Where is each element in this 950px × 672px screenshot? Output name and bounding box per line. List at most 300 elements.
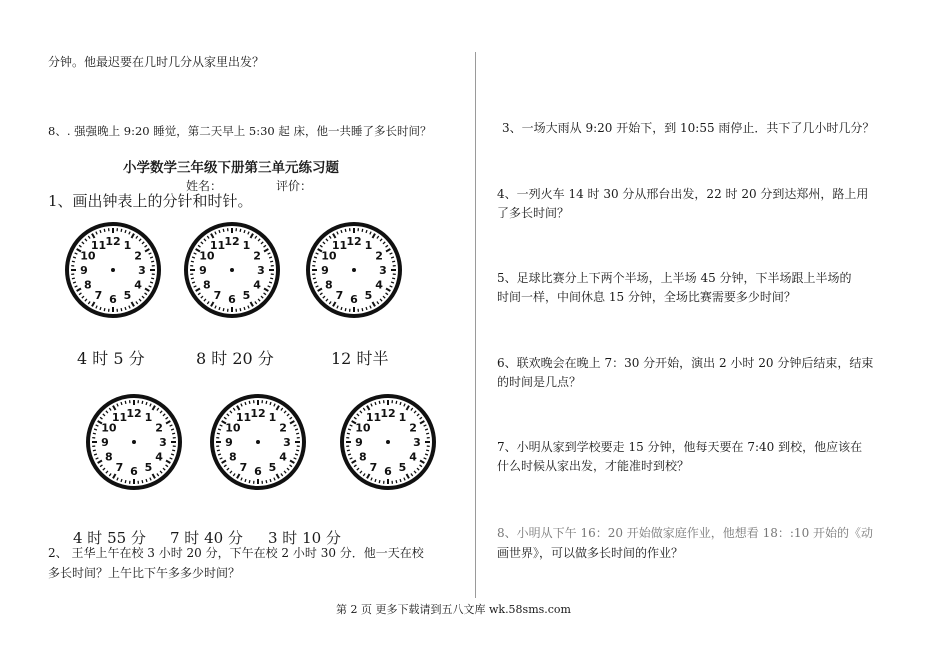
clock-tick	[218, 429, 221, 430]
clock-number: 12	[224, 235, 240, 248]
clock-tick	[329, 302, 331, 304]
clock-number: 10	[199, 249, 215, 263]
clock-tick	[230, 471, 232, 473]
clock-number: 5	[144, 461, 153, 475]
clock-tick	[424, 425, 427, 426]
clock-tick	[96, 458, 99, 459]
clock-tick	[93, 433, 96, 434]
clock-tick	[136, 302, 138, 304]
clock-tick	[244, 307, 245, 310]
question-8-prefix: 8、小明从下午 16：20 开始做家庭作业，他想看 18：:10 开始的《动	[497, 526, 874, 540]
clock-tick	[113, 474, 116, 478]
clock-number: 7	[213, 289, 222, 303]
clock-tick	[380, 299, 382, 301]
question-4-line2: 了多长时间？	[497, 206, 570, 220]
clock-tick	[220, 425, 223, 426]
clock-tick	[316, 286, 319, 287]
clock-tick	[333, 234, 336, 238]
clock-tick	[323, 296, 325, 298]
clock-number: 2	[279, 421, 287, 435]
clock-number: 3	[379, 264, 387, 277]
clock-label: 3 时 10 分	[268, 529, 341, 547]
clock-tick	[166, 421, 170, 424]
clock-tick	[211, 234, 214, 238]
clock-tick	[113, 406, 116, 410]
clock-tick	[227, 468, 229, 470]
clock-number: 3	[257, 264, 265, 277]
clock-tick	[129, 306, 130, 309]
clock-tick	[211, 302, 214, 306]
clock-number: 2	[409, 421, 417, 435]
clock-tick	[125, 480, 126, 483]
clock-tick	[96, 232, 97, 235]
clock-tick	[117, 478, 118, 481]
clock-tick	[240, 229, 241, 232]
clock-tick	[318, 289, 322, 292]
clock-tick	[367, 474, 370, 478]
clock-tick	[425, 454, 428, 455]
clock-tick	[314, 257, 317, 258]
clock-center-dot	[352, 268, 356, 272]
clock-number: 3	[159, 436, 167, 449]
clock-tick	[125, 230, 126, 233]
clock-tick	[284, 471, 286, 473]
clock-tick	[251, 234, 254, 238]
clock-tick	[290, 417, 292, 419]
clock-tick	[207, 236, 209, 238]
clock-tick	[313, 261, 316, 262]
clock-tick	[354, 417, 356, 419]
clock-tick	[149, 286, 152, 287]
clock-tick	[241, 478, 242, 481]
clock-tick	[375, 402, 376, 405]
clock-tick	[392, 261, 395, 262]
clock-tick	[220, 458, 223, 459]
clock-tick	[350, 425, 353, 426]
clock-center-dot	[132, 440, 136, 444]
page-footer: 第 2 页 更多下载请到五八文库 wk.58sms.com	[336, 603, 571, 616]
clock-tick	[341, 230, 342, 233]
clock-tick	[218, 454, 221, 455]
clock-number: 1	[364, 238, 373, 252]
clock-tick	[117, 404, 118, 407]
clock-tick	[264, 249, 268, 252]
clock-number: 12	[126, 407, 142, 420]
clock-tick	[145, 245, 147, 247]
question-3: 3、一场大雨从 9:20 开始下，到 10:55 雨停止．共下了几小时几分？	[502, 121, 875, 135]
clock-tick	[426, 450, 429, 451]
clock-tick	[264, 245, 266, 247]
clock-tick	[268, 286, 271, 287]
clock-tick	[386, 293, 388, 295]
clock-tick	[261, 242, 263, 244]
clock-tick	[72, 261, 75, 262]
clock-label: 8 时 20 分	[196, 349, 274, 368]
clock-tick	[106, 411, 108, 413]
clock-number: 10	[80, 249, 96, 263]
clock-tick	[163, 468, 165, 470]
clock-tick	[192, 257, 195, 258]
clock-tick	[233, 474, 235, 476]
clock-tick	[295, 429, 298, 430]
clock-tick	[391, 282, 394, 283]
clock-tick	[264, 289, 268, 292]
clock-tick	[244, 230, 245, 233]
clock-tick	[326, 239, 328, 241]
clock-number: 8	[229, 450, 237, 464]
clock-tick	[380, 239, 382, 241]
clock-tick	[145, 249, 149, 252]
clock-tick	[153, 406, 156, 410]
clock-tick	[198, 245, 200, 247]
clock-tick	[362, 229, 363, 232]
clock-tick	[191, 278, 194, 279]
clock-tick	[217, 450, 220, 451]
clock-tick	[98, 461, 102, 464]
clock-tick	[370, 232, 371, 235]
clock-number: 10	[321, 249, 337, 263]
clock-tick	[171, 454, 174, 455]
clock-number: 6	[109, 293, 117, 306]
clock-tick	[377, 302, 379, 304]
clock-number: 5	[123, 289, 132, 303]
clock-tick	[354, 465, 356, 467]
clock-tick	[345, 308, 346, 311]
clock-tick	[150, 282, 153, 283]
clock-face	[208, 392, 308, 492]
clock-tick	[290, 465, 292, 467]
clock-tick	[281, 474, 283, 476]
clock-label: 4 时 5 分	[77, 349, 145, 368]
clock-tick	[391, 257, 394, 258]
clock-tick	[261, 296, 263, 298]
clock-tick	[417, 468, 419, 470]
clock-tick	[157, 474, 159, 476]
clock-tick	[383, 242, 385, 244]
clock-number: 2	[375, 249, 383, 263]
clock-tick	[424, 458, 427, 459]
clock-tick	[370, 306, 371, 309]
clock-number: 5	[268, 461, 277, 475]
question-7-line2: 什么时候从家出发，才能准时到校？	[497, 459, 690, 473]
clock-tick	[146, 479, 147, 482]
clock-tick	[215, 232, 216, 235]
clock-tick	[88, 302, 90, 304]
clock-tick	[219, 230, 220, 233]
clock-tick	[222, 461, 226, 464]
clock-tick	[207, 302, 209, 304]
clock-tick	[420, 461, 424, 464]
clock-tick	[160, 411, 162, 413]
clock-number: 6	[384, 465, 392, 478]
clock-tick	[352, 461, 356, 464]
left-question-8: 8、. 强强晚上 9:20 睡觉，第二天早上 5:30 起 床，他一共睡了多长时间？	[48, 124, 432, 138]
clock-tick	[386, 289, 390, 292]
clock-tick	[411, 408, 413, 410]
clock-tick	[316, 253, 319, 254]
clock-number: 7	[335, 289, 344, 303]
clock-tick	[345, 229, 346, 232]
clock-tick	[103, 468, 105, 470]
clock-tick	[287, 468, 289, 470]
clock-tick	[270, 479, 271, 482]
clock-number: 10	[101, 421, 117, 435]
clock-tick	[241, 404, 242, 407]
clock-tick	[150, 478, 151, 481]
name-label: 姓名：	[186, 179, 223, 193]
clock-tick	[93, 450, 96, 451]
clock-tick	[204, 239, 206, 241]
clock-tick	[258, 239, 260, 241]
clock-number: 2	[134, 249, 142, 263]
clock-tick	[172, 450, 175, 451]
clock-tick	[313, 278, 316, 279]
clock-number: 11	[331, 238, 348, 252]
clock-tick	[379, 401, 380, 404]
question-2-line1: 2、 王华上午在校 3 小时 20 分，下午在校 2 小时 30 分．他一天在校	[48, 546, 424, 560]
clock-number: 9	[225, 436, 233, 449]
clock-tick	[201, 242, 203, 244]
left-line-continuation: 分钟。他最迟要在几时几分从家里出发？	[48, 55, 265, 69]
clock-tick	[392, 278, 395, 279]
clock-tick	[171, 429, 174, 430]
clock-tick	[166, 465, 168, 467]
clock-tick	[100, 230, 101, 233]
clock-tick	[347, 450, 350, 451]
clock-tick	[170, 458, 173, 459]
clock-tick	[255, 236, 257, 238]
clock-number: 11	[90, 238, 107, 252]
clock-tick	[320, 293, 322, 295]
clock-tick	[142, 401, 143, 404]
clock-tick	[157, 408, 159, 410]
clock-tick	[163, 414, 165, 416]
clock-tick	[258, 299, 260, 301]
clock-tick	[227, 414, 229, 416]
clock-tick	[268, 253, 271, 254]
question-4-line1: 4、一列火车 14 时 30 分从邢台出发，22 时 20 分到达郑州，路上用	[497, 187, 869, 201]
clock-number: 4	[155, 450, 163, 464]
clock-tick	[230, 411, 232, 413]
clock-number: 4	[375, 278, 383, 292]
clock-number: 8	[203, 278, 211, 292]
clock-tick	[204, 299, 206, 301]
clock-tick	[170, 425, 173, 426]
clock-tick	[125, 401, 126, 404]
clock-tick	[233, 408, 235, 410]
clock-tick	[269, 282, 272, 283]
clock-tick	[277, 406, 280, 410]
clock-tick	[166, 417, 168, 419]
clock-number: 11	[235, 410, 252, 424]
clock-tick	[407, 406, 410, 410]
clock-number: 4	[279, 450, 287, 464]
clock-tick	[373, 302, 376, 306]
clock-tick	[367, 406, 370, 410]
clock-tick	[379, 480, 380, 483]
clock-number: 7	[369, 461, 378, 475]
clock-tick	[96, 306, 97, 309]
clock-tick	[295, 454, 298, 455]
clock-tick	[314, 282, 317, 283]
clock-tick	[85, 299, 87, 301]
clock-center-dot	[230, 268, 234, 272]
clock-number: 3	[413, 436, 421, 449]
clock-tick	[350, 458, 353, 459]
clock-number: 1	[123, 238, 132, 252]
clock-tick	[79, 245, 81, 247]
clock-tick	[274, 478, 275, 481]
clock-number: 11	[209, 238, 226, 252]
clock-tick	[360, 411, 362, 413]
clock-number: 8	[105, 450, 113, 464]
clock-tick	[109, 408, 111, 410]
clock-tick	[121, 402, 122, 405]
clock-tick	[363, 408, 365, 410]
question-8-line2: 画世界》，可以做多长时间的作业？	[497, 546, 684, 560]
clock-number: 11	[365, 410, 382, 424]
clock-number: 4	[253, 278, 261, 292]
clock-tick	[142, 480, 143, 483]
clock-number: 8	[84, 278, 92, 292]
clock-tick	[320, 245, 322, 247]
clock-tick	[75, 253, 78, 254]
clock-label: 7 时 40 分	[170, 529, 243, 547]
clock-tick	[249, 401, 250, 404]
clock-number: 12	[346, 235, 362, 248]
clock-number: 7	[94, 289, 103, 303]
clock-tick	[139, 299, 141, 301]
clock-tick	[341, 307, 342, 310]
clock-tick	[150, 404, 151, 407]
clock-tick	[347, 433, 350, 434]
clock-face	[84, 392, 184, 492]
clock-tick	[248, 306, 249, 309]
clock-number: 2	[155, 421, 163, 435]
question-8-line1	[497, 525, 873, 541]
clock-tick	[121, 229, 122, 232]
clock-tick	[348, 454, 351, 455]
clock-number: 12	[250, 407, 266, 420]
clock-tick	[142, 242, 144, 244]
clock-number: 5	[364, 289, 373, 303]
clock-tick	[383, 296, 385, 298]
clock-tick	[366, 307, 367, 310]
question-5-line2: 时间一样，中间休息 15 分钟，全场比赛需要多少时间？	[497, 290, 796, 304]
clock-tick	[166, 461, 170, 464]
clock-tick	[390, 286, 393, 287]
clock-label: 4 时 55 分	[73, 529, 146, 547]
clock-center-dot	[111, 268, 115, 272]
clock-tick	[407, 474, 410, 478]
clock-tick	[294, 458, 297, 459]
clock-tick	[377, 236, 379, 238]
clock-tick	[92, 302, 95, 306]
clock-tick	[294, 425, 297, 426]
clock-tick	[266, 480, 267, 483]
clock-face	[338, 392, 438, 492]
column-divider	[475, 52, 476, 598]
clock-tick	[149, 253, 152, 254]
clock-tick	[85, 239, 87, 241]
clock-number: 9	[199, 264, 207, 277]
clock-tick	[426, 433, 429, 434]
clock-tick	[194, 286, 197, 287]
clock-tick	[375, 479, 376, 482]
score-label: 评价：	[276, 179, 313, 193]
clock-tick	[92, 234, 95, 238]
clock-tick	[109, 474, 111, 476]
clock-tick	[82, 242, 84, 244]
clock-tick	[251, 302, 254, 306]
clock-number: 6	[130, 465, 138, 478]
clock-tick	[142, 296, 144, 298]
clock-tick	[366, 230, 367, 233]
clock-tick	[400, 402, 401, 405]
clock-tick	[136, 236, 138, 238]
clock-tick	[329, 236, 331, 238]
clock-tick	[215, 306, 216, 309]
clock-tick	[396, 480, 397, 483]
clock-tick	[360, 471, 362, 473]
clock-tick	[75, 286, 78, 287]
clock-tick	[201, 296, 203, 298]
clock-tick	[266, 401, 267, 404]
clock-tick	[337, 232, 338, 235]
clock-number: 2	[253, 249, 261, 263]
clock-tick	[94, 454, 97, 455]
clock-tick	[160, 471, 162, 473]
clock-number: 3	[283, 436, 291, 449]
clock-face	[63, 220, 163, 320]
clock-tick	[337, 306, 338, 309]
clock-number: 1	[398, 410, 407, 424]
question-6-line1: 6、联欢晚会在晚上 7：30 分开始，演出 2 小时 20 分钟后结束，结束	[497, 356, 874, 370]
clock-tick	[277, 474, 280, 478]
clock-tick	[121, 479, 122, 482]
clock-tick	[132, 234, 135, 238]
clock-tick	[270, 261, 273, 262]
clock-number: 9	[80, 264, 88, 277]
clock-tick	[420, 421, 424, 424]
question-1: 1、画出钟表上的分针和时针。	[48, 192, 253, 210]
clock-tick	[73, 282, 76, 283]
clock-number: 4	[134, 278, 142, 292]
clock-number: 1	[242, 238, 251, 252]
clock-tick	[106, 471, 108, 473]
clock-number: 6	[228, 293, 236, 306]
clock-tick	[290, 421, 294, 424]
clock-tick	[264, 293, 266, 295]
clock-number: 5	[398, 461, 407, 475]
clock-tick	[100, 417, 102, 419]
clock-tick	[146, 402, 147, 405]
clock-tick	[104, 229, 105, 232]
clock-tick	[100, 465, 102, 467]
clock-tick	[357, 414, 359, 416]
clock-tick	[357, 468, 359, 470]
clock-tick	[333, 302, 336, 306]
clock-number: 11	[111, 410, 128, 424]
clock-tick	[73, 257, 76, 258]
clock-tick	[94, 429, 97, 430]
clock-tick	[296, 450, 299, 451]
clock-tick	[326, 299, 328, 301]
clock-tick	[284, 411, 286, 413]
clock-tick	[223, 229, 224, 232]
clock-number: 6	[254, 465, 262, 478]
question-6-line2: 的时间是几点？	[497, 375, 582, 389]
